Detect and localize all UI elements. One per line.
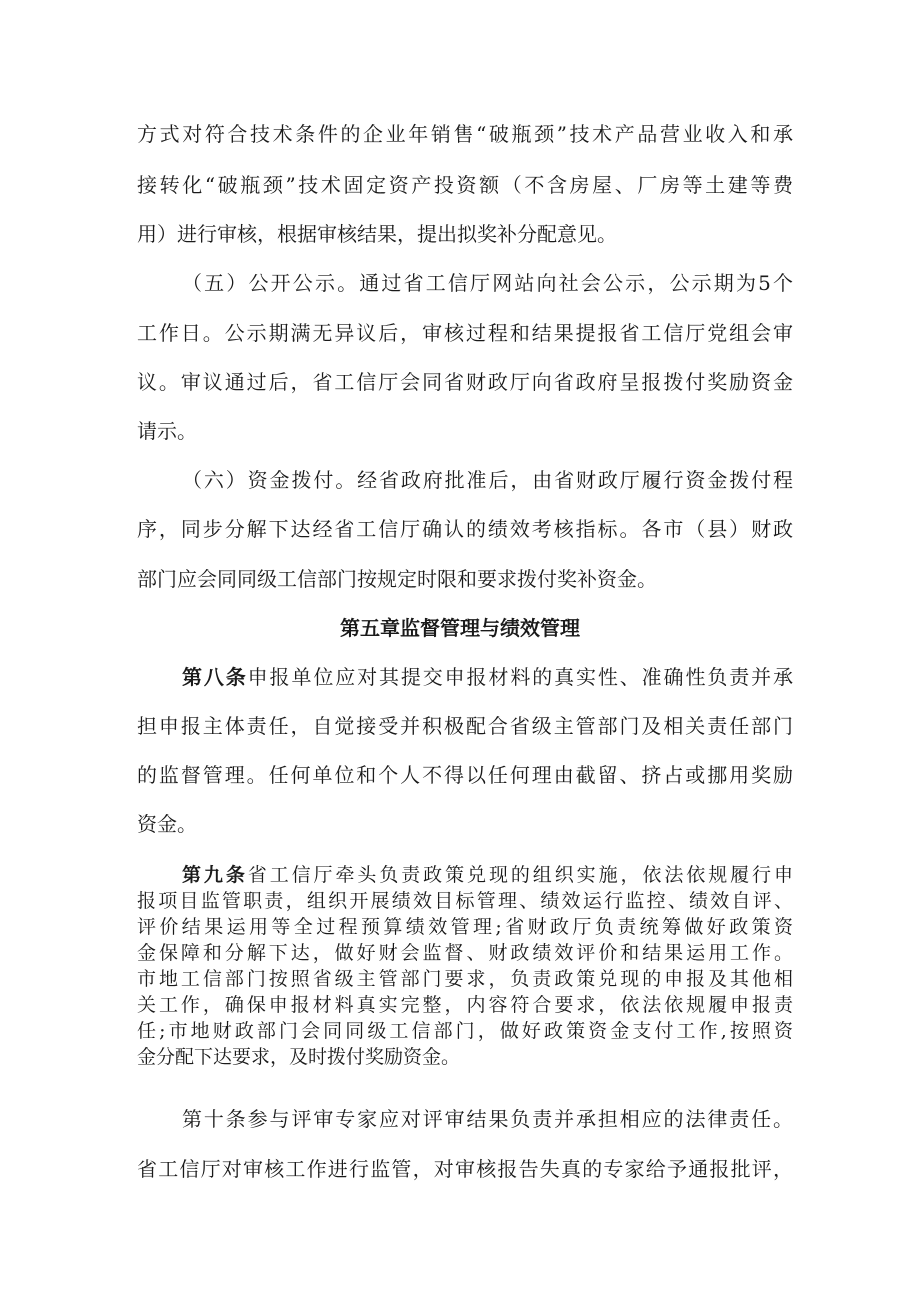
- paragraph-line: 市地工信部门按照省级主管部门要求，负责政策兑现的申报及其他相: [137, 968, 793, 990]
- paragraph-line: 部门应会同同级工信部门按规定时限和要求拨付奖补资金。: [137, 567, 657, 591]
- paragraph-line: 任;市地财政部门会同同级工信部门，做好政策资金支付工作,按照资: [137, 1020, 793, 1042]
- chapter-heading: 第五章监督管理与绩效管理: [340, 616, 580, 640]
- paragraph-line: 担申报主体责任，自觉接受并积极配合省级主管部门及相关责任部门: [137, 714, 793, 738]
- paragraph-line: 的监督管理。任何单位和个人不得以任何理由截留、挤占或挪用奖励: [137, 763, 793, 787]
- paragraph-line: 评价结果运用等全过程预算绩效管理;省财政厅负责统筹做好政策资: [137, 916, 793, 938]
- paragraph-line: 第十条参与评审专家应对评审结果负责并承担相应的法律责任。: [182, 1107, 793, 1131]
- paragraph-text: 申报单位应对其提交申报材料的真实性、准确性负责并承: [247, 665, 794, 689]
- paragraph-line: （六）资金拨付。经省政府批准后，由省财政厅履行资金拨付程: [182, 468, 793, 492]
- paragraph-line: 方式对符合技术条件的企业年销售“破瓶颈”技术产品营业收入和承: [137, 122, 793, 146]
- paragraph-line: 请示。: [137, 419, 197, 443]
- paragraph-line: 资金。: [137, 812, 197, 836]
- paragraph-line: 用）进行审核，根据审核结果，提出拟奖补分配意见。: [137, 222, 617, 246]
- paragraph-line: 工作日。公示期满无异议后，审核过程和结果提报省工信厅党组会审: [137, 321, 793, 345]
- paragraph-line: 议。审议通过后，省工信厅会同省财政厅向省政府呈报拨付奖励资金: [137, 370, 793, 394]
- paragraph-line: 报项目监管职责，组织开展绩效目标管理、绩效运行监控、绩效自评、: [137, 890, 793, 912]
- paragraph-line: 关工作，确保申报材料真实完整，内容符合要求，依法依规履申报责: [137, 994, 793, 1016]
- paragraph-line: 接转化“破瓶颈”技术固定资产投资额（不含房屋、厂房等土建等费: [137, 173, 793, 197]
- paragraph-line: （五）公开公示。通过省工信厅网站向社会公示，公示期为5个: [182, 271, 793, 295]
- paragraph-line: 金保障和分解下达，做好财会监督、财政绩效评价和结果运用工作。: [137, 942, 793, 964]
- paragraph-line: 序，同步分解下达经省工信厅确认的绩效考核指标。各市（县）财政: [137, 517, 793, 541]
- article-9-first-line: [182, 863, 793, 887]
- article-label: 第八条: [182, 665, 248, 689]
- article-label: 第九条: [182, 864, 248, 886]
- paragraph-text: 省工信厅牵头负责政策兑现的组织实施，依法依规履行申: [247, 864, 793, 886]
- paragraph-line: 省工信厅对审核工作进行监管，对审核报告失真的专家给予通报批评，: [137, 1157, 793, 1181]
- paragraph-line: 金分配下达要求，及时拨付奖励资金。: [137, 1046, 461, 1068]
- article-8-first-line: [182, 664, 793, 690]
